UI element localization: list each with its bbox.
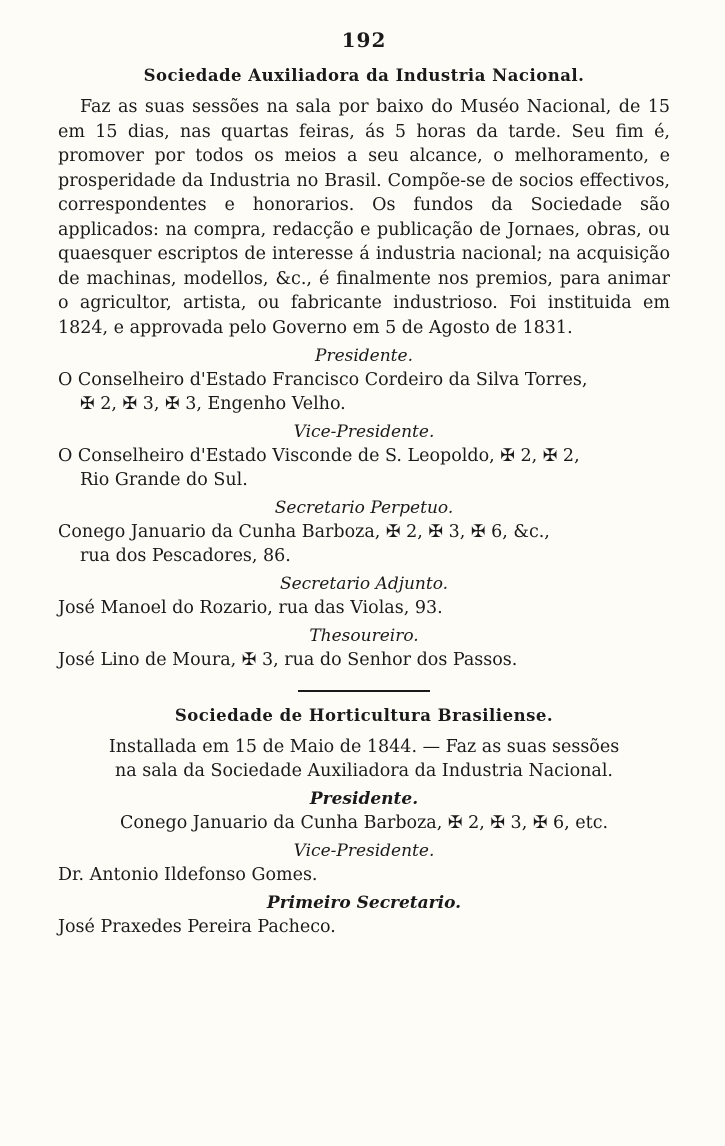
member-entry: José Praxedes Pereira Pacheco. xyxy=(58,917,336,937)
member-name: O Conselheiro d'Estado Visconde de S. Leopoldo, ✠ 2, ✠ 2, xyxy=(58,446,580,466)
member-entry xyxy=(58,520,670,568)
page-number: 192 xyxy=(341,28,387,52)
member-entry: Conego Januario da Cunha Barboza, ✠ 2, ✠ 3, ✠ 6, etc. xyxy=(119,813,609,833)
section-divider xyxy=(298,690,430,692)
role-title: Primeiro Secretario. xyxy=(266,893,462,913)
section-paragraph-horticultura xyxy=(58,735,670,783)
page xyxy=(58,28,670,939)
role-title: Secretario Perpetuo. xyxy=(274,498,454,518)
role-title: Vice-Presidente. xyxy=(293,841,435,861)
role-title: Presidente. xyxy=(309,789,419,809)
role-title: Presidente. xyxy=(315,346,413,366)
member-details: rua dos Pescadores, 86. xyxy=(80,546,291,566)
role-title: Secretario Adjunto. xyxy=(279,574,449,594)
role-title: Thesoureiro. xyxy=(309,626,419,646)
member-entry xyxy=(58,444,670,492)
paragraph-line: Installada em 15 de Maio de 1844. — Faz as suas sessões xyxy=(108,737,620,757)
section-paragraph-auxiliadora: Faz as suas sessões na sala por baixo do Muséo Nacional, de 15 em 15 dias, nas quartas feiras, ás 5 horas da tarde. Seu fim é, promover por todos os meios a seu alcance, o melhoramento, e prosperidade da Industria no Brasil. Compõe-se de socios effectivos, correspondentes e honorarios. Os fundos da Sociedade são applicados: na compra, redacção e publicação de Jornaes, obras, ou quaesquer escriptos de interesse á industria nacional; na acquisição de machinas, modellos, &c., é finalmente nos premios, para animar o agricultor, artista, ou fabricante industrioso. Foi instituida em 1824, e approvada pelo Governo em 5 de Agosto de 1831. xyxy=(58,97,670,338)
member-name: O Conselheiro d'Estado Francisco Cordeiro da Silva Torres, xyxy=(58,370,588,390)
member-details: Rio Grande do Sul. xyxy=(80,470,248,490)
member-details: ✠ 2, ✠ 3, ✠ 3, Engenho Velho. xyxy=(80,394,346,414)
member-entry: Dr. Antonio Ildefonso Gomes. xyxy=(58,865,318,885)
role-title: Vice-Presidente. xyxy=(293,422,435,442)
member-entry: José Manoel do Rozario, rua das Violas, 93. xyxy=(58,598,443,618)
section-title-auxiliadora: Sociedade Auxiliadora da Industria Nacional. xyxy=(143,66,585,85)
section-title-horticultura: Sociedade de Horticultura Brasiliense. xyxy=(174,706,554,725)
member-entry xyxy=(58,368,670,416)
member-entry: José Lino de Moura, ✠ 3, rua do Senhor dos Passos. xyxy=(58,650,518,670)
member-name: Conego Januario da Cunha Barboza, ✠ 2, ✠ 3, ✠ 6, &c., xyxy=(58,522,550,542)
paragraph-line: na sala da Sociedade Auxiliadora da Industria Nacional. xyxy=(115,761,613,781)
